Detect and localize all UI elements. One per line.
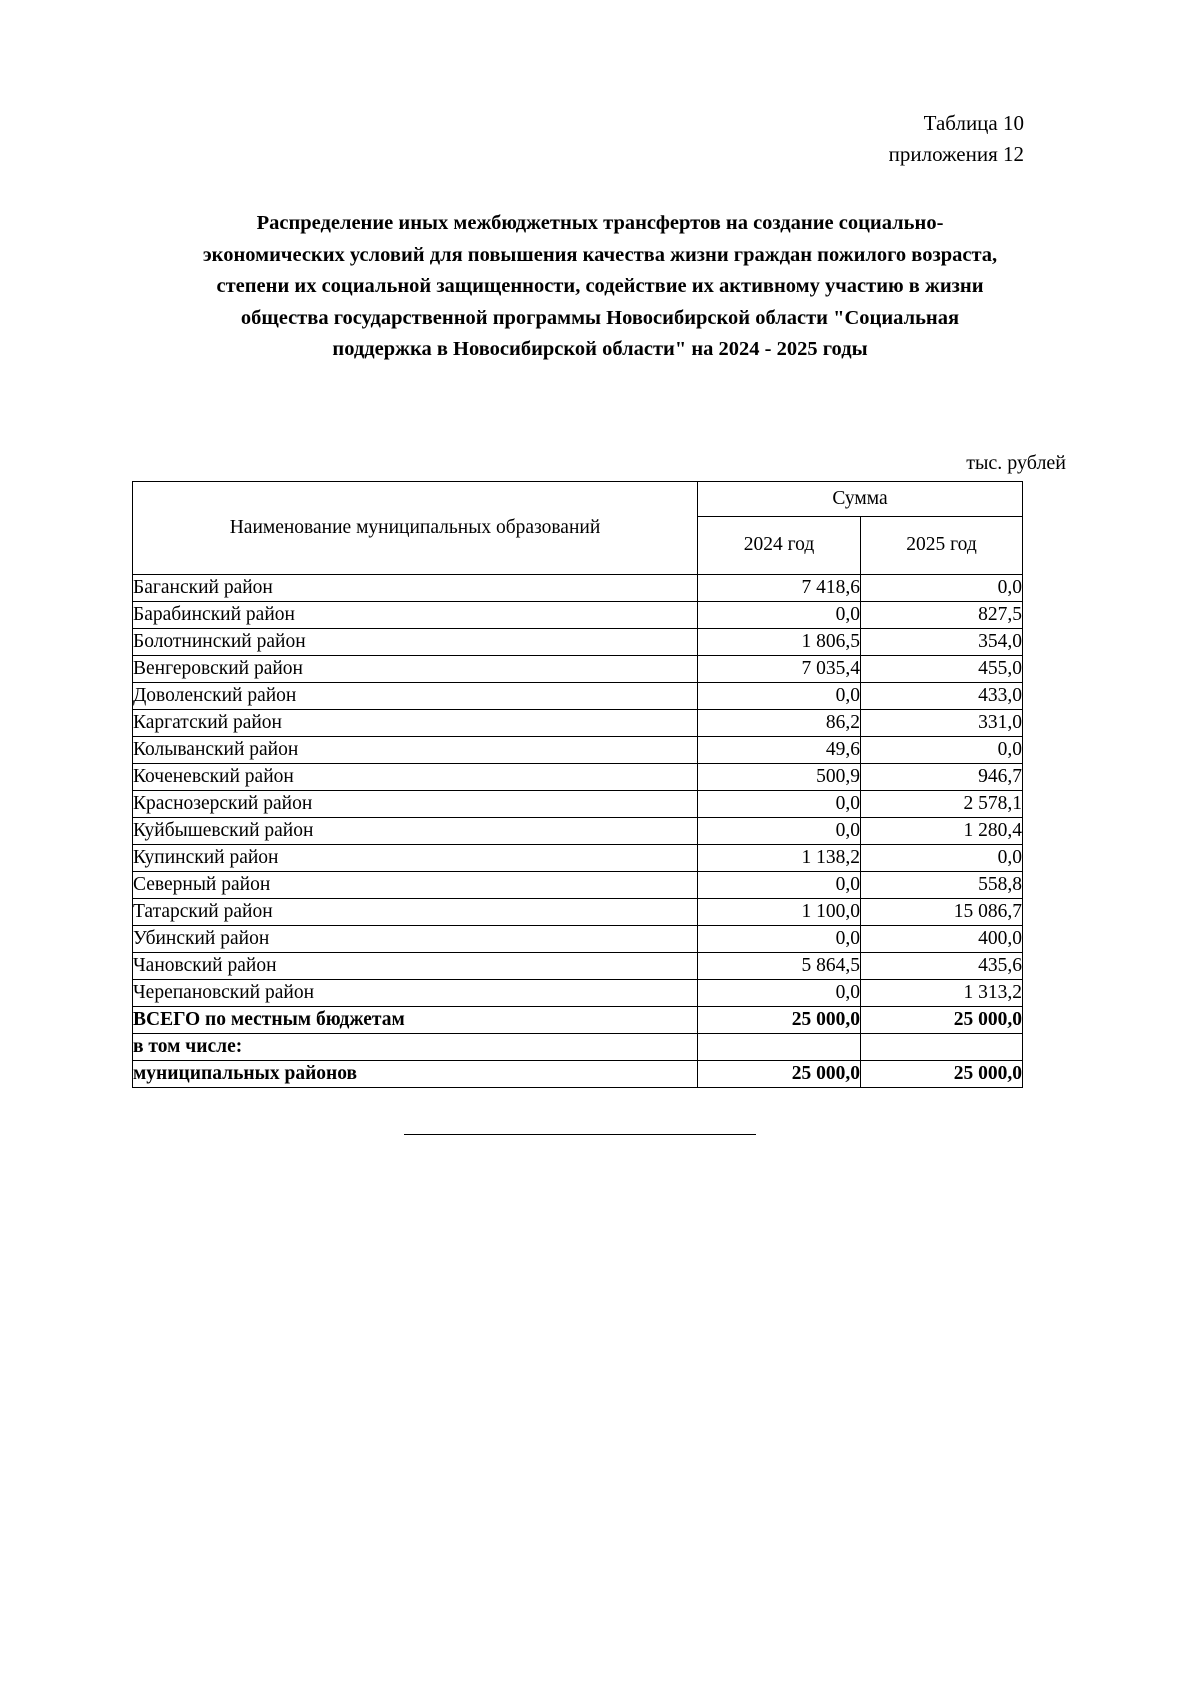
column-header-year-2024: 2024 год	[698, 516, 861, 574]
cell-municipality-name: Доволенский район	[133, 682, 698, 709]
page-title-line-1: Распределение иных межбюджетных трансфертов на создание социально-	[256, 212, 944, 234]
cell-amount-2025: 1 313,2	[861, 979, 1023, 1006]
table-row	[133, 574, 1023, 601]
cell-municipality-name: муниципальных районов	[133, 1060, 698, 1087]
cell-amount-2025: 2 578,1	[861, 790, 1023, 817]
table-row	[133, 817, 1023, 844]
table-row	[133, 871, 1023, 898]
table-row	[133, 979, 1023, 1006]
cell-amount-2025: 0,0	[861, 844, 1023, 871]
column-header-sum: Сумма	[698, 481, 1023, 516]
cell-amount-2025: 331,0	[861, 709, 1023, 736]
cell-municipality-name: Убинский район	[133, 925, 698, 952]
table-row	[133, 952, 1023, 979]
table-row	[133, 898, 1023, 925]
table-row	[133, 628, 1023, 655]
table-row	[133, 709, 1023, 736]
cell-amount-2024: 5 864,5	[698, 952, 861, 979]
page-title-line-3: степени их социальной защищенности, содействие их активному участию в жизни	[216, 275, 984, 297]
cell-municipality-name: ВСЕГО по местным бюджетам	[133, 1006, 698, 1033]
cell-municipality-name: Барабинский район	[133, 601, 698, 628]
table-body	[133, 574, 1023, 1087]
cell-amount-2025: 827,5	[861, 601, 1023, 628]
cell-municipality-name: Краснозерский район	[133, 790, 698, 817]
cell-municipality-name: Баганский район	[133, 574, 698, 601]
cell-amount-2024: 86,2	[698, 709, 861, 736]
cell-amount-2024: 49,6	[698, 736, 861, 763]
cell-amount-2024: 0,0	[698, 817, 861, 844]
cell-amount-2025: 0,0	[861, 736, 1023, 763]
table-row	[133, 1006, 1023, 1033]
cell-municipality-name: Купинский район	[133, 844, 698, 871]
cell-amount-2025: 15 086,7	[861, 898, 1023, 925]
cell-amount-2024	[698, 1033, 861, 1060]
cell-amount-2025: 25 000,0	[861, 1060, 1023, 1087]
page-title-line-4: общества государственной программы Новосибирской области "Социальная	[240, 306, 960, 329]
page-title-line-5: поддержка в Новосибирской области" на 2024 - 2025 годы	[332, 338, 868, 360]
table-row	[133, 736, 1023, 763]
column-header-name: Наименование муниципальных образований	[133, 481, 698, 574]
cell-amount-2024: 1 100,0	[698, 898, 861, 925]
budget-distribution-table	[132, 481, 1023, 1088]
page-title-line-2: экономических условий для повышения качества жизни граждан пожилого возраста,	[202, 243, 998, 266]
page-title	[132, 208, 1068, 366]
cell-amount-2024: 0,0	[698, 790, 861, 817]
cell-amount-2024: 7 035,4	[698, 655, 861, 682]
table-header	[133, 481, 1023, 574]
cell-municipality-name: Чановский район	[133, 952, 698, 979]
cell-amount-2025: 435,6	[861, 952, 1023, 979]
cell-amount-2024: 0,0	[698, 682, 861, 709]
cell-amount-2025: 400,0	[861, 925, 1023, 952]
cell-amount-2025: 0,0	[861, 574, 1023, 601]
cell-municipality-name: Татарский район	[133, 898, 698, 925]
column-header-year-2025: 2025 год	[861, 516, 1023, 574]
cell-amount-2025: 455,0	[861, 655, 1023, 682]
cell-amount-2025: 354,0	[861, 628, 1023, 655]
cell-municipality-name: в том числе:	[133, 1033, 698, 1060]
cell-municipality-name: Колыванский район	[133, 736, 698, 763]
cell-amount-2025: 1 280,4	[861, 817, 1023, 844]
cell-municipality-name: Черепановский район	[133, 979, 698, 1006]
table-row	[133, 655, 1023, 682]
corner-reference-line-2: приложения 12	[888, 142, 1024, 166]
cell-amount-2025: 25 000,0	[861, 1006, 1023, 1033]
footer-divider	[404, 1134, 756, 1135]
cell-amount-2025	[861, 1033, 1023, 1060]
cell-amount-2024: 500,9	[698, 763, 861, 790]
table-row	[133, 790, 1023, 817]
cell-amount-2025: 433,0	[861, 682, 1023, 709]
cell-amount-2024: 0,0	[698, 601, 861, 628]
cell-amount-2024: 7 418,6	[698, 574, 861, 601]
cell-amount-2025: 558,8	[861, 871, 1023, 898]
cell-amount-2024: 0,0	[698, 871, 861, 898]
table-row	[133, 1033, 1023, 1060]
table-row	[133, 682, 1023, 709]
cell-municipality-name: Венгеровский район	[133, 655, 698, 682]
table-row	[133, 763, 1023, 790]
table-row	[133, 601, 1023, 628]
table-row	[133, 925, 1023, 952]
cell-amount-2024: 25 000,0	[698, 1006, 861, 1033]
cell-municipality-name: Каргатский район	[133, 709, 698, 736]
corner-reference	[132, 0, 1068, 170]
units-label: тыс. рублей	[966, 451, 1066, 474]
cell-municipality-name: Болотнинский район	[133, 628, 698, 655]
cell-amount-2025: 946,7	[861, 763, 1023, 790]
cell-amount-2024: 1 138,2	[698, 844, 861, 871]
cell-amount-2024: 0,0	[698, 979, 861, 1006]
table-header-row-group	[133, 481, 1023, 516]
cell-municipality-name: Коченевский район	[133, 763, 698, 790]
table-row	[133, 844, 1023, 871]
cell-municipality-name: Куйбышевский район	[133, 817, 698, 844]
corner-reference-line-1: Таблица 10	[923, 111, 1024, 135]
cell-amount-2024: 25 000,0	[698, 1060, 861, 1087]
cell-amount-2024: 1 806,5	[698, 628, 861, 655]
cell-municipality-name: Северный район	[133, 871, 698, 898]
table-row	[133, 1060, 1023, 1087]
cell-amount-2024: 0,0	[698, 925, 861, 952]
